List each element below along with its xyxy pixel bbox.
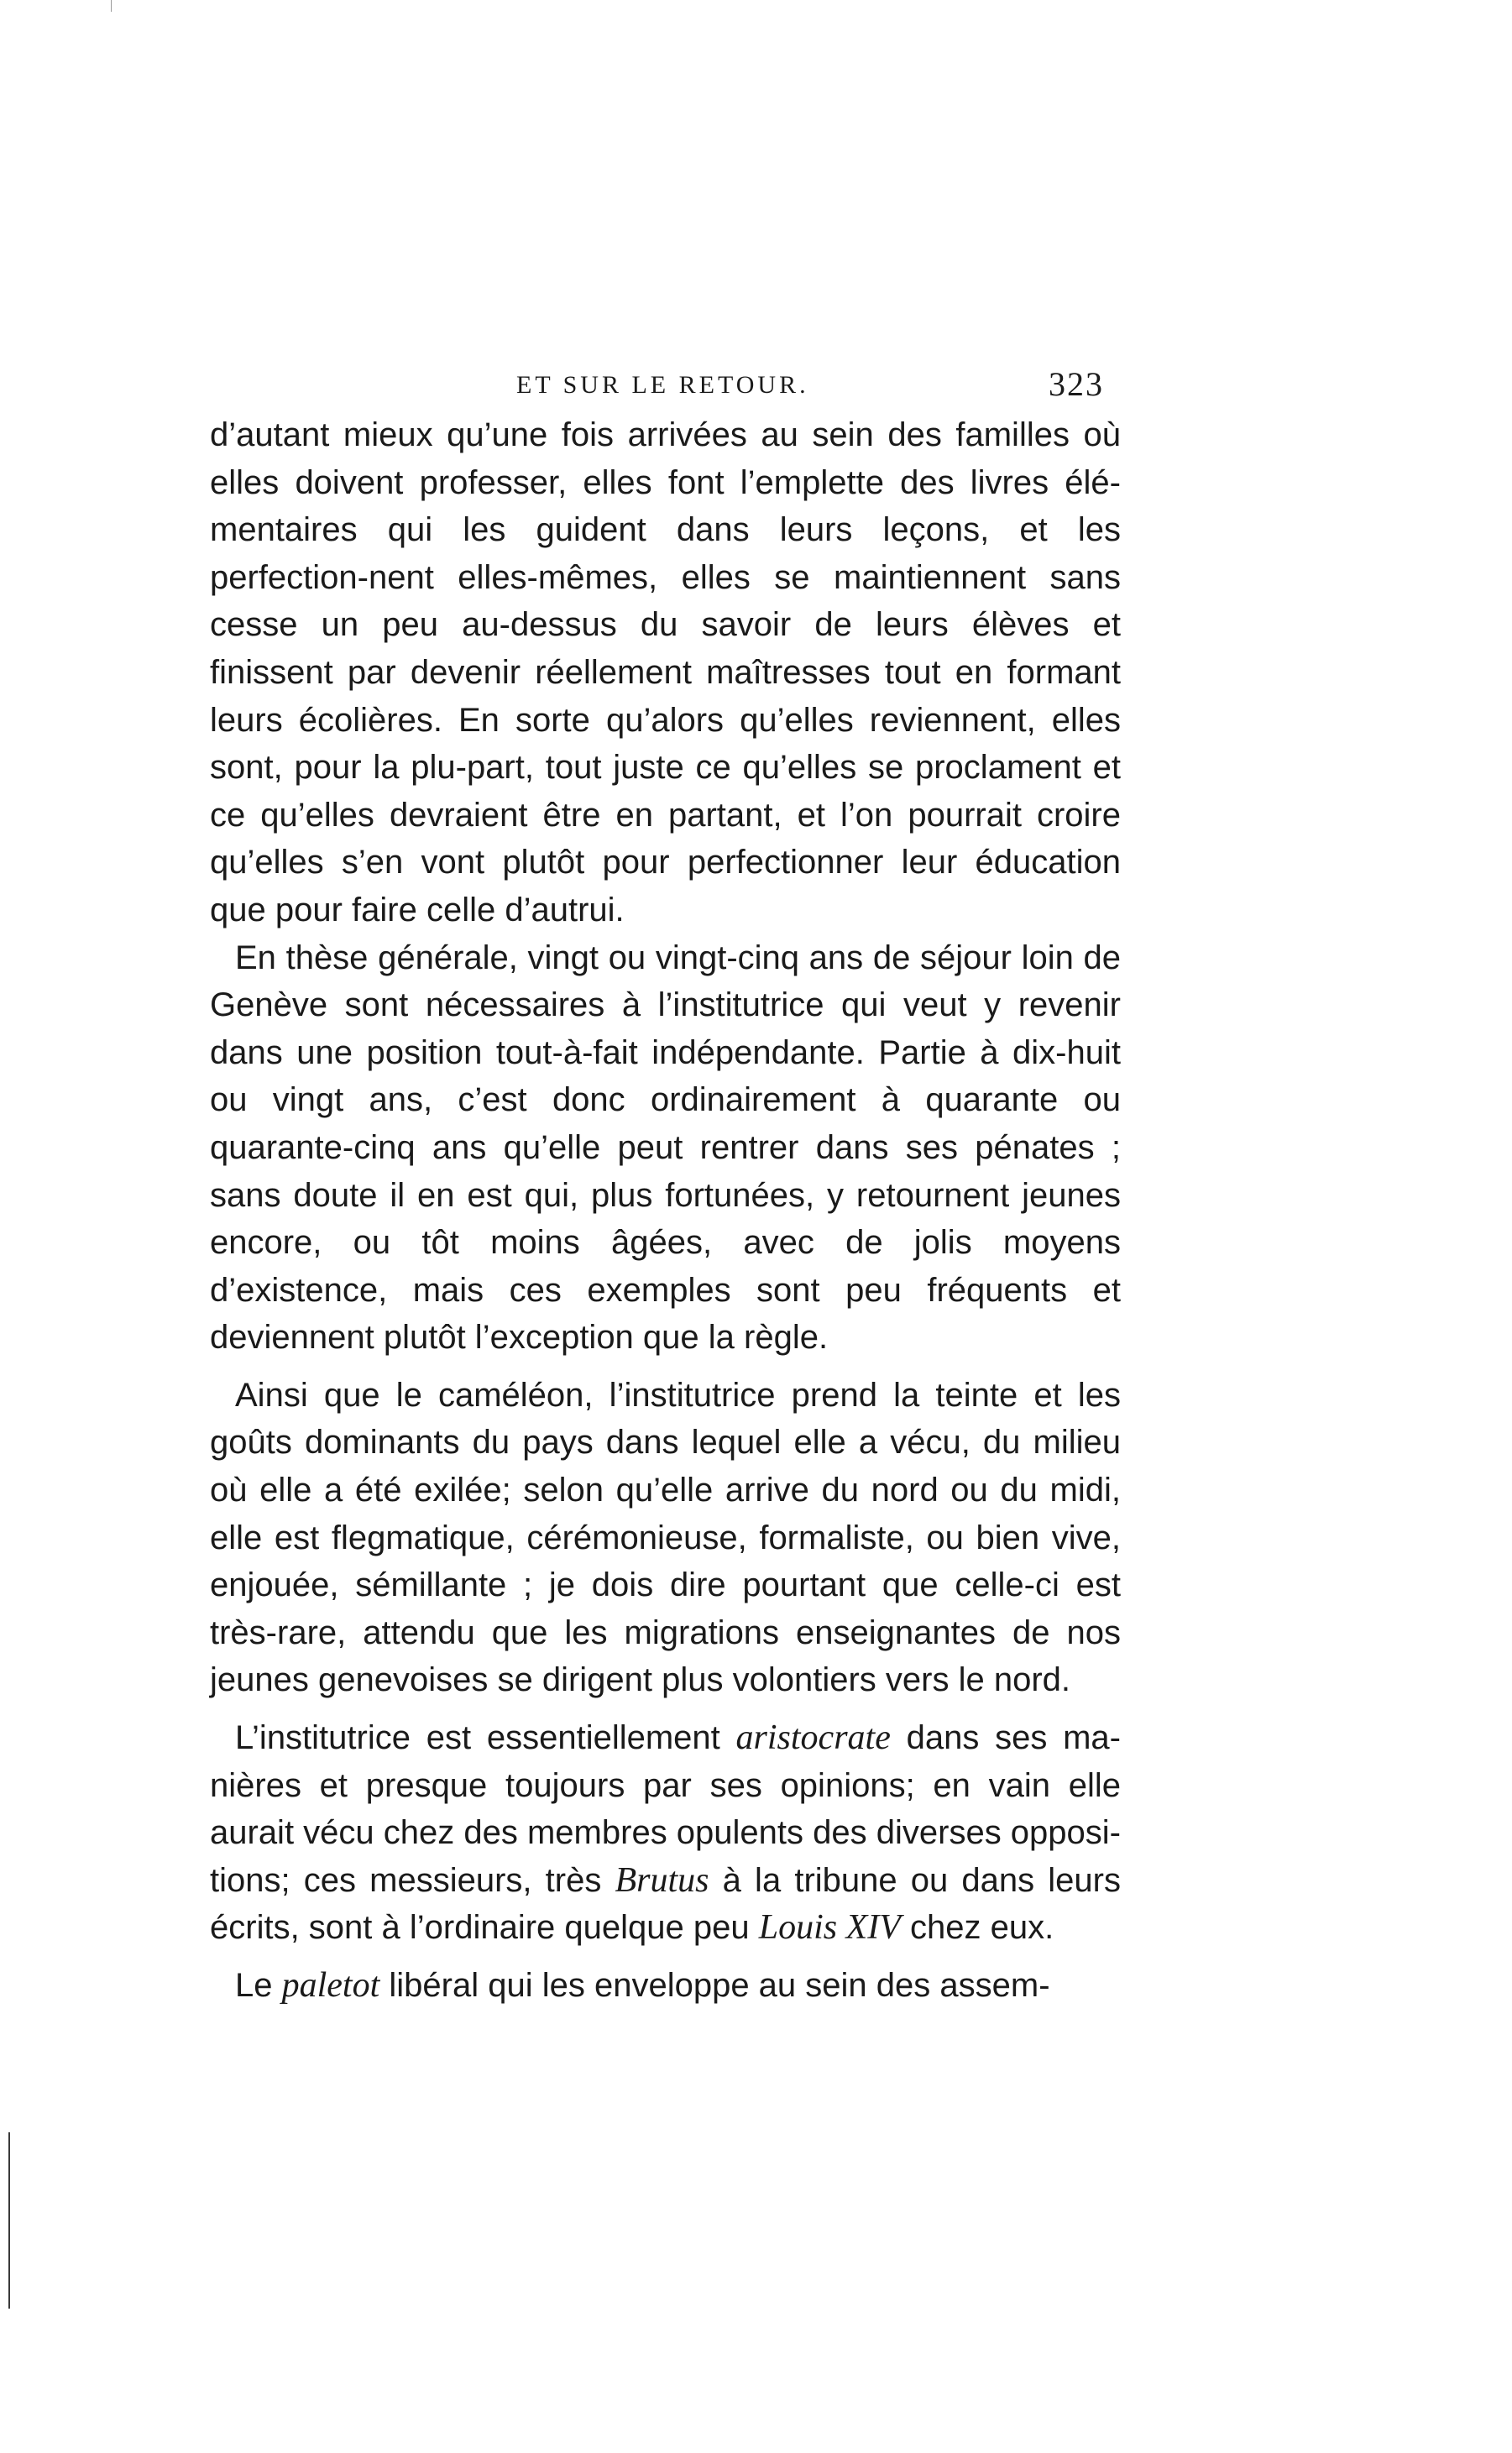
italic-brutus: Brutus — [615, 1860, 709, 1900]
paragraph-5-text-a: Le — [235, 1967, 282, 2004]
italic-paletot: paletot — [281, 1966, 380, 2005]
scan-edge-mark — [111, 0, 112, 12]
paragraph-2: En thèse générale, vingt ou vingt-cinq ans de séjour loin de Genève sont nécessaires à l’institutrice qui veut y revenir dans une position tout-à-fait indépendante. Partie à dix-huit ou vingt ans, c’est donc ordinairement à quarante ou quarante-cinq ans qu’elle peut rentrer dans ses pénates ; sans doute il en est qui, plus fortunées, y retournent jeunes encore, ou tôt moins âgées, avec de jolis moyens d’existence, mais ces exemples sont peu fréquents et deviennent plutôt l’exception que la règle. — [210, 939, 1121, 1357]
paragraph-5 — [210, 1962, 1121, 2010]
scan-margin-rule — [8, 2132, 10, 2309]
italic-louis-xiv: Louis XIV — [758, 1908, 901, 1948]
paragraph-3: Ainsi que le caméléon, l’institutrice prend la teinte et les goûts dominants du pays dans lequel elle a vécu, du milieu où elle a été exilée; selon qu’elle arrive du nord ou du midi, elle est flegmatique, cérémonieuse, formaliste, ou bien vive, enjouée, sémillante ; je dois dire pourtant que celle-ci est très-rare, attendu que les migrations enseignantes de nos jeunes genevoises se dirigent plus volontiers vers le nord. — [210, 1376, 1121, 1699]
paragraph-1: d’autant mieux qu’une fois arrivées au sein des familles où elles doivent professer, elles font l’emplette des livres élé-mentaires qui les guident dans leurs leçons, et les perfection-nent elles-mêmes, elles se maintiennent sans cesse un peu au-dessus du savoir de leurs élèves et finissent par devenir réellement maîtresses tout en formant leurs écolières. En sorte qu’alors qu’elles reviennent, elles sont, pour la plu-part, tout juste ce qu’elles se proclament et ce qu’elles devraient être en partant, et l’on pourrait croire qu’elles s’en vont plutôt pour perfectionner leur éducation que pour faire celle d’autrui. — [210, 416, 1121, 928]
paragraph-4-text-b: dans ses ma-nières et presque toujours par ses opinions; en vain elle aurait vécu chez des membres opulents des diverses opposi-tions; ces messieurs, très — [210, 1719, 1121, 1899]
book-page — [210, 361, 1121, 2010]
body-text — [210, 411, 1121, 2010]
page-number: 323 — [1049, 365, 1104, 403]
italic-aristocrate: aristocrate — [735, 1718, 891, 1758]
paragraph-4-text-d: chez eux. — [900, 1909, 1054, 1947]
paragraph-5-text-b: libéral qui les enveloppe au sein des assem- — [379, 1967, 1050, 2004]
running-header — [210, 361, 1121, 411]
paragraph-4 — [210, 1714, 1121, 1952]
paragraph-4-text-c: à la tribune ou dans leurs écrits, sont à l’ordinaire quelque peu — [210, 1861, 1121, 1947]
paragraph-4-text-a: L’institutrice est essentiellement — [235, 1719, 736, 1757]
running-title: ET SUR LE RETOUR. — [516, 371, 809, 399]
